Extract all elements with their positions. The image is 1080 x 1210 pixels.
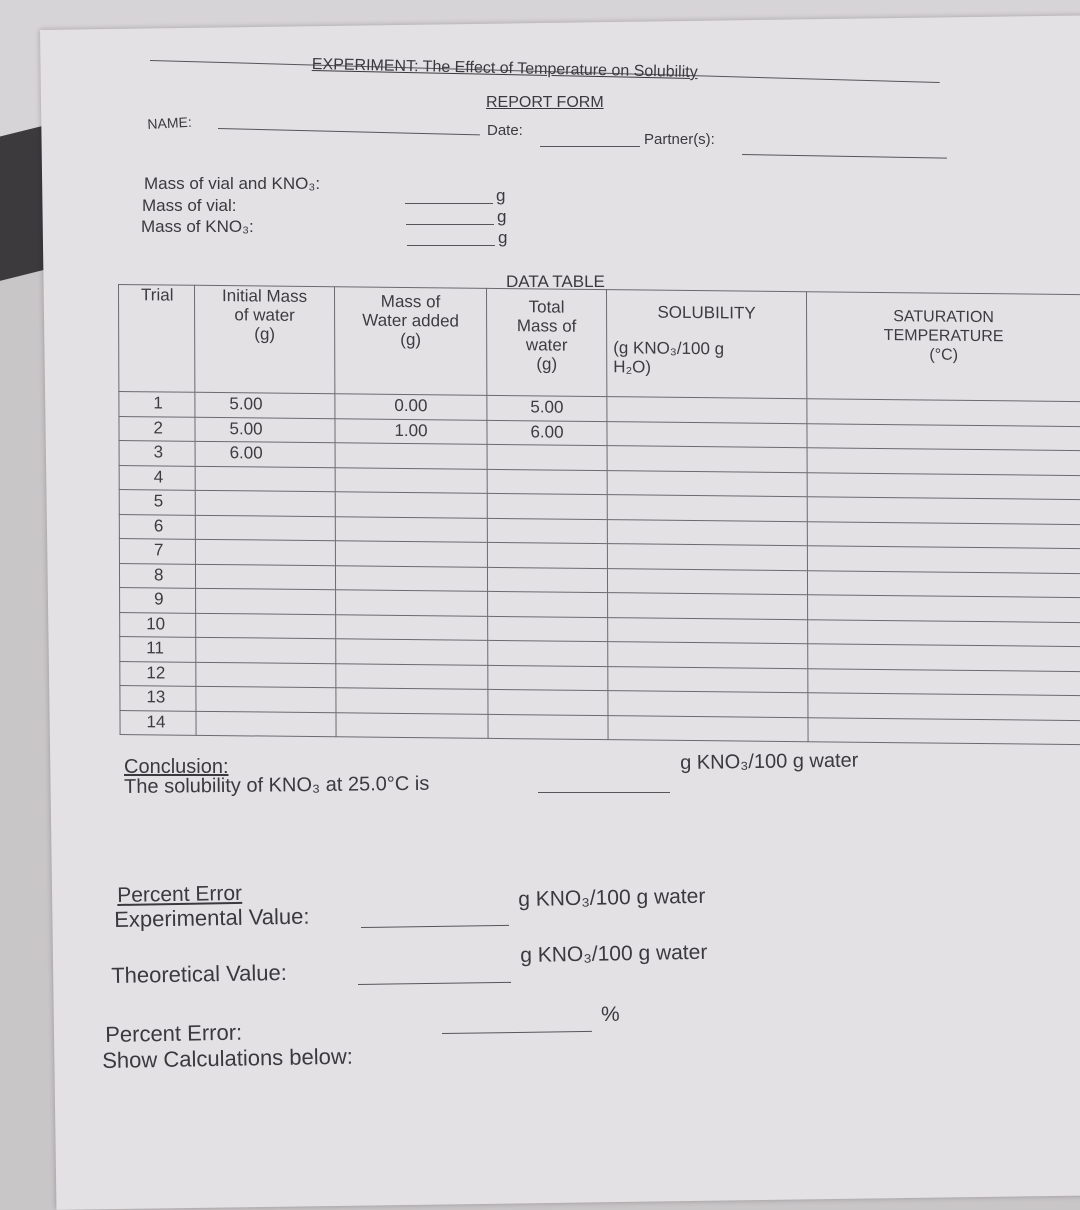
water-added-cell[interactable]: 1.00 [335,418,487,444]
total-mass-cell[interactable]: 5.00 [487,395,607,421]
total-mass-cell[interactable] [488,689,608,715]
saturation-temp-cell[interactable] [808,619,1080,646]
water-added-cell[interactable] [335,541,487,567]
trial-number-cell: 5 [119,490,195,515]
mass-vial-kno3-field[interactable] [405,203,493,204]
trial-number-cell: 2 [119,416,195,441]
saturation-temp-cell[interactable] [808,717,1080,744]
saturation-temp-cell[interactable] [807,472,1080,499]
experimental-value-unit: g KNO₃/100 g water [518,884,706,911]
percent-unit: % [601,1003,620,1026]
header-total-line1: Total [528,297,565,317]
trial-number-cell: 7 [119,539,195,564]
water-added-cell[interactable] [336,688,488,714]
water-added-cell[interactable] [335,516,487,542]
trial-number-cell: 4 [119,465,195,490]
header-trial-text: Trial [141,285,174,305]
name-label: NAME: [147,113,193,132]
water-added-cell[interactable] [335,492,487,518]
saturation-temp-cell[interactable] [807,497,1080,524]
saturation-temp-cell[interactable] [807,570,1080,597]
header-total-line4: (g) [536,354,558,374]
water-added-cell[interactable] [335,443,487,469]
mass-unit-1: g [496,186,506,205]
initial-mass-cell[interactable] [195,539,335,565]
mass-vial-label: Mass of vial: [142,196,237,215]
header-solubility-line2: (g KNO₃/100 g [613,338,725,359]
water-added-cell[interactable] [336,639,488,665]
conclusion-statement: The solubility of KNO₃ at 25.0°C is [124,772,430,798]
water-added-cell[interactable]: 0.00 [335,394,487,420]
header-water-added-line2: Water added [362,310,460,331]
solubility-cell[interactable] [607,470,807,497]
header-initial-mass-line3: (g) [254,324,276,344]
total-mass-cell[interactable]: 6.00 [487,420,607,446]
initial-mass-cell[interactable]: 6.00 [195,441,335,467]
total-mass-cell[interactable] [487,542,607,568]
trial-number-cell: 11 [120,637,196,662]
saturation-temp-cell[interactable] [807,546,1080,573]
total-mass-cell[interactable] [488,640,608,666]
header-total-line2: Mass of [516,316,577,336]
trial-number-cell: 6 [119,514,195,539]
initial-mass-cell[interactable] [195,515,335,541]
saturation-temp-cell[interactable] [808,644,1080,671]
mass-vial-field[interactable] [406,224,494,225]
conclusion-solubility-field[interactable] [538,792,670,793]
solubility-cell[interactable] [607,421,807,448]
saturation-temp-cell[interactable] [808,693,1080,720]
data-table-caption: DATA TABLE [506,272,605,291]
mass-kno3-field[interactable] [407,245,495,246]
trial-number-cell: 9 [120,588,196,613]
trial-number-cell: 3 [119,441,195,466]
experiment-title: EXPERIMENT: The Effect of Temperature on Solubility [311,56,698,82]
solubility-cell[interactable] [607,544,807,571]
saturation-temp-cell[interactable] [807,423,1080,450]
water-added-cell[interactable] [336,590,488,616]
experimental-value-label: Experimental Value: [114,903,310,932]
theoretical-value-label: Theoretical Value: [111,959,288,988]
solubility-cell[interactable] [608,715,808,742]
water-added-cell[interactable] [336,663,488,689]
total-mass-cell[interactable] [488,591,608,617]
water-added-cell[interactable] [335,565,487,591]
header-total-mass [486,288,606,396]
header-trial [119,285,195,393]
total-mass-cell[interactable] [487,567,607,593]
saturation-temp-cell[interactable] [807,521,1080,548]
water-added-cell[interactable] [335,467,487,493]
total-mass-cell[interactable] [487,469,607,495]
initial-mass-cell[interactable] [195,466,335,492]
total-mass-cell[interactable] [488,714,608,740]
solubility-cell[interactable] [607,568,807,595]
theoretical-value-unit: g KNO₃/100 g water [520,940,708,967]
initial-mass-cell[interactable] [196,711,336,737]
header-solubility [606,290,806,399]
conclusion-unit: g KNO₃/100 g water [680,749,859,774]
date-field[interactable] [540,146,640,147]
header-total-line3: water [525,335,568,355]
data-table [118,284,1080,736]
water-added-cell[interactable] [336,614,488,640]
solubility-cell[interactable] [607,446,807,473]
header-saturation [806,292,1080,402]
initial-mass-cell[interactable] [196,613,336,639]
mass-vial-kno3-label: Mass of vial and KNO₃: [144,174,321,193]
solubility-cell[interactable] [607,397,807,424]
percent-error-label: Percent Error: [105,1019,243,1047]
trial-number-cell: 8 [119,563,195,588]
header-solubility-line3: H₂O) [613,357,652,377]
saturation-temp-cell[interactable] [807,448,1080,475]
solubility-cell[interactable] [608,691,808,718]
mass-unit-2: g [497,207,507,226]
header-water-added-line3: (g) [400,329,422,350]
mass-unit-3: g [498,228,508,247]
total-mass-cell[interactable] [488,616,608,642]
trial-number-cell: 12 [120,661,196,686]
report-form-title: REPORT FORM [486,94,604,111]
header-saturation-line2: TEMPERATURE [883,327,1004,346]
trial-number-cell: 14 [120,710,196,735]
saturation-temp-cell[interactable] [807,399,1080,426]
initial-mass-cell[interactable]: 5.00 [195,392,335,418]
solubility-cell[interactable] [608,593,808,620]
initial-mass-cell[interactable] [196,662,336,688]
date-label: Date: [487,122,523,139]
solubility-cell[interactable] [607,495,807,522]
initial-mass-cell[interactable] [196,588,336,614]
solubility-cell[interactable] [608,666,808,693]
trial-number-cell: 13 [120,686,196,711]
trial-number-cell: 10 [120,612,196,637]
total-mass-cell[interactable] [488,665,608,691]
total-mass-cell[interactable] [487,518,607,544]
initial-mass-cell[interactable] [195,490,335,516]
total-mass-cell[interactable] [487,493,607,519]
header-saturation-line3: (°C) [929,346,959,364]
conclusion-heading: Conclusion: [124,756,229,778]
header-solubility-line1: SOLUBILITY [657,302,756,323]
trial-number-cell: 1 [119,392,195,417]
mass-kno3-label: Mass of KNO₃: [141,217,254,236]
header-initial-mass-line1: Initial Mass [221,286,308,306]
table-header-row [119,285,1080,402]
initial-mass-cell[interactable] [195,564,335,590]
header-saturation-line1: SATURATION [893,308,994,327]
initial-mass-cell[interactable] [196,686,336,712]
header-water-added [335,287,487,396]
solubility-cell[interactable] [608,617,808,644]
show-calculations-label: Show Calculations below: [102,1043,354,1073]
header-initial-mass-line2: of water [234,305,295,325]
water-added-cell[interactable] [336,712,488,738]
saturation-temp-cell[interactable] [808,595,1080,622]
saturation-temp-cell[interactable] [808,668,1080,695]
initial-mass-cell[interactable] [196,637,336,663]
total-mass-cell[interactable] [487,444,607,470]
solubility-cell[interactable] [608,642,808,669]
initial-mass-cell[interactable]: 5.00 [195,417,335,443]
header-initial-mass [195,285,335,393]
solubility-cell[interactable] [607,519,807,546]
partners-label: Partner(s): [644,131,715,148]
header-water-added-line1: Mass of [380,291,441,312]
percent-error-heading: Percent Error [117,881,243,907]
